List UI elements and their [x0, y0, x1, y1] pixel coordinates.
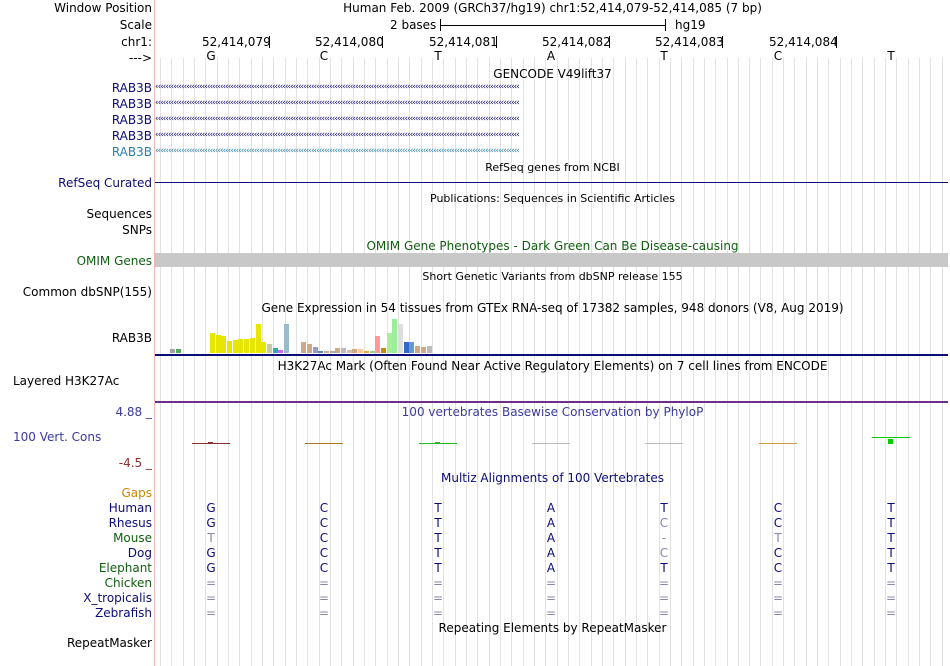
aligned-base: A	[546, 561, 556, 575]
aligned-base: C	[659, 546, 669, 560]
omim-track-label[interactable]: OMIM Genes	[76, 254, 152, 268]
gencode-transcript-4[interactable]: ‹‹‹‹‹‹‹‹‹‹‹‹‹‹‹‹‹‹‹‹‹‹‹‹‹‹‹‹‹‹‹‹‹‹‹‹‹‹‹‹‹‹‹‹‹‹‹‹‹‹‹‹‹‹‹‹‹‹‹‹‹‹‹‹‹‹‹‹‹‹‹‹‹‹‹‹‹‹‹‹‹‹‹‹‹‹‹‹‹‹‹‹‹‹‹‹‹‹‹‹‹‹‹‹‹‹‹‹‹‹‹‹‹‹‹‹‹‹‹‹‹‹‹‹‹‹‹‹‹‹‹‹‹‹‹‹‹‹‹‹	[155, 130, 519, 140]
aligned-base: T	[887, 531, 895, 545]
aligned-base: C	[319, 546, 329, 560]
gencode-transcript-5[interactable]: ‹‹‹‹‹‹‹‹‹‹‹‹‹‹‹‹‹‹‹‹‹‹‹‹‹‹‹‹‹‹‹‹‹‹‹‹‹‹‹‹‹‹‹‹‹‹‹‹‹‹‹‹‹‹‹‹‹‹‹‹‹‹‹‹‹‹‹‹‹‹‹‹‹‹‹‹‹‹‹‹‹‹‹‹‹‹‹‹‹‹‹‹‹‹‹‹‹‹‹‹‹‹‹‹‹‹‹‹‹‹‹‹‹‹‹‹‹‹‹‹‹‹‹‹‹‹‹‹‹‹‹‹‹‹‹‹‹‹‹‹	[155, 146, 519, 156]
phylop-ymax-label: 4.88 _	[115, 405, 152, 419]
gtex-tissue-bar[interactable]	[421, 347, 426, 353]
gtex-tissue-bar[interactable]	[307, 344, 312, 353]
coordinate-label: 52,414,080	[315, 35, 384, 49]
gtex-tissue-bar[interactable]	[427, 346, 432, 353]
species-label-zebrafish[interactable]: Zebrafish	[95, 606, 152, 620]
gencode-gene-label-3[interactable]: RAB3B	[111, 113, 152, 127]
aligned-base: -	[661, 531, 667, 545]
publications-track-title: Publications: Sequences in Scientific Articles	[430, 192, 675, 205]
aligned-base: T	[887, 516, 895, 530]
aligned-base: A	[546, 501, 556, 515]
coordinate-label: 52,414,082	[542, 35, 611, 49]
gtex-tissue-bar[interactable]	[176, 349, 181, 353]
aligned-base: C	[319, 516, 329, 530]
gtex-tissue-bar[interactable]	[381, 348, 386, 353]
chrom-label: chr1:	[121, 35, 152, 49]
aligned-base: T	[434, 501, 442, 515]
reference-base: C	[773, 49, 783, 63]
aligned-base: =	[432, 591, 444, 605]
species-label-elephant[interactable]: Elephant	[98, 561, 152, 575]
aligned-base: G	[206, 501, 216, 515]
track-label-column	[0, 0, 154, 666]
aligned-base: =	[318, 591, 330, 605]
species-label-dog[interactable]: Dog	[127, 546, 152, 560]
aligned-base: =	[545, 576, 557, 590]
gencode-transcript-2[interactable]: ‹‹‹‹‹‹‹‹‹‹‹‹‹‹‹‹‹‹‹‹‹‹‹‹‹‹‹‹‹‹‹‹‹‹‹‹‹‹‹‹‹‹‹‹‹‹‹‹‹‹‹‹‹‹‹‹‹‹‹‹‹‹‹‹‹‹‹‹‹‹‹‹‹‹‹‹‹‹‹‹‹‹‹‹‹‹‹‹‹‹‹‹‹‹‹‹‹‹‹‹‹‹‹‹‹‹‹‹‹‹‹‹‹‹‹‹‹‹‹‹‹‹‹‹‹‹‹‹‹‹‹‹‹‹‹‹‹‹‹‹	[155, 98, 519, 108]
scale-value: 2 bases	[390, 18, 437, 32]
reference-base: C	[319, 49, 329, 63]
aligned-base: C	[773, 501, 783, 515]
gtex-tissue-bar[interactable]	[261, 342, 266, 353]
aligned-base: T	[887, 501, 895, 515]
phylop-base-mark[interactable]	[759, 443, 797, 444]
aligned-base: T	[887, 546, 895, 560]
gencode-gene-label-1[interactable]: RAB3B	[111, 81, 152, 95]
phylop-ymin-label: -4.5 _	[118, 456, 152, 470]
aligned-base: =	[885, 606, 897, 620]
aligned-base: C	[773, 516, 783, 530]
h3k27ac-track-title: H3K27Ac Mark (Often Found Near Active Regulatory Elements) on 7 cell lines from ENCODE	[277, 359, 828, 373]
track-image-area[interactable]	[155, 0, 950, 666]
aligned-base: =	[318, 606, 330, 620]
scale-label: Scale	[119, 18, 152, 32]
gtex-tissue-bar[interactable]	[170, 349, 175, 353]
phylop-score-bar[interactable]	[208, 442, 213, 444]
refseq-transcript[interactable]	[155, 182, 948, 183]
coordinate-label: 52,414,084	[769, 35, 838, 49]
aligned-base: T	[887, 561, 895, 575]
phylop-track-label[interactable]: 100 Vert. Cons	[13, 430, 102, 444]
gtex-tissue-bar[interactable]	[278, 350, 283, 353]
gencode-gene-label-5[interactable]: RAB3B	[111, 145, 152, 159]
aligned-base: =	[545, 591, 557, 605]
gtex-tissue-bar[interactable]	[227, 341, 232, 353]
aligned-base: =	[658, 606, 670, 620]
aligned-base: =	[658, 576, 670, 590]
aligned-base: =	[885, 591, 897, 605]
gtex-tissue-bar[interactable]	[358, 349, 363, 353]
gtex-tissue-bar[interactable]	[415, 346, 420, 353]
aligned-base: C	[659, 516, 669, 530]
aligned-base: =	[205, 576, 217, 590]
aligned-base: A	[546, 546, 556, 560]
aligned-base: T	[434, 546, 442, 560]
publications-sequences-label[interactable]: Sequences	[86, 207, 152, 221]
aligned-base: =	[432, 606, 444, 620]
aligned-base: G	[206, 546, 216, 560]
repeatmasker-track-label[interactable]: RepeatMasker	[66, 636, 152, 650]
gtex-tissue-bar[interactable]	[375, 336, 380, 353]
gtex-tissue-bar[interactable]	[301, 342, 306, 353]
aligned-base: G	[206, 561, 216, 575]
aligned-base: =	[658, 591, 670, 605]
aligned-base: =	[318, 576, 330, 590]
aligned-base: =	[772, 606, 784, 620]
gtex-tissue-bar[interactable]	[398, 324, 403, 353]
phylop-score-bar[interactable]	[435, 442, 440, 444]
phylop-base-mark[interactable]	[872, 437, 910, 438]
phylop-base-mark[interactable]	[305, 443, 343, 444]
aligned-base: =	[205, 591, 217, 605]
reference-base: G	[206, 49, 216, 63]
aligned-base: A	[546, 531, 556, 545]
aligned-base: C	[319, 501, 329, 515]
gtex-tissue-bar[interactable]	[392, 319, 397, 353]
aligned-base: T	[434, 561, 442, 575]
aligned-base: C	[773, 561, 783, 575]
dbsnp-track-title: Short Genetic Variants from dbSNP release 155	[422, 270, 683, 283]
aligned-base: T	[774, 531, 782, 545]
gtex-track-title: Gene Expression in 54 tissues from GTEx RNA-seq of 17382 samples, 948 donors (V8, Aug 2019)	[261, 301, 844, 315]
gtex-tissue-bar[interactable]	[364, 351, 369, 353]
aligned-base: T	[207, 531, 215, 545]
aligned-base: =	[205, 606, 217, 620]
publications-snps-label[interactable]: SNPs	[122, 223, 152, 237]
gtex-tissue-bar[interactable]	[221, 336, 226, 353]
reference-base: A	[546, 49, 556, 63]
gtex-tissue-bar[interactable]	[324, 351, 329, 353]
omim-track-title: OMIM Gene Phenotypes - Dark Green Can Be Disease-causing	[366, 239, 739, 253]
species-label-human[interactable]: Human	[108, 501, 152, 515]
gtex-gene-line	[155, 354, 948, 356]
aligned-base: C	[773, 546, 783, 560]
gtex-track-label[interactable]: RAB3B	[111, 331, 152, 345]
gtex-tissue-bar[interactable]	[267, 344, 272, 353]
phylop-base-mark[interactable]	[645, 443, 683, 444]
multiz-track-title: Multiz Alignments of 100 Vertebrates	[440, 471, 665, 485]
gencode-track-title: GENCODE V49lift37	[493, 67, 612, 81]
refseq-track-label[interactable]: RefSeq Curated	[58, 176, 152, 190]
coordinate-label: 52,414,083	[655, 35, 724, 49]
gtex-tissue-bar[interactable]	[341, 348, 346, 353]
scale-assembly: hg19	[675, 18, 706, 32]
strand-label: --->	[128, 51, 152, 65]
gtex-tissue-bar[interactable]	[409, 342, 414, 353]
window-position-label: Window Position	[54, 1, 152, 15]
species-label-mouse[interactable]: Mouse	[113, 531, 152, 545]
aligned-base: =	[772, 576, 784, 590]
h3k27ac-signal-line	[155, 401, 948, 403]
reference-base: T	[660, 49, 668, 63]
gtex-tissue-bar[interactable]	[250, 338, 255, 353]
phylop-track-title: 100 vertebrates Basewise Conservation by PhyloP	[401, 405, 704, 419]
phylop-base-mark[interactable]	[532, 443, 570, 444]
aligned-base: T	[660, 501, 668, 515]
aligned-base: T	[434, 516, 442, 530]
species-label-x_tropicalis[interactable]: X_tropicalis	[83, 591, 152, 605]
aligned-base: T	[660, 561, 668, 575]
aligned-base: A	[546, 516, 556, 530]
multiz-gaps-label: Gaps	[121, 486, 152, 500]
gtex-tissue-bar[interactable]	[210, 333, 215, 353]
aligned-base: G	[206, 516, 216, 530]
gencode-transcript-1[interactable]: ‹‹‹‹‹‹‹‹‹‹‹‹‹‹‹‹‹‹‹‹‹‹‹‹‹‹‹‹‹‹‹‹‹‹‹‹‹‹‹‹‹‹‹‹‹‹‹‹‹‹‹‹‹‹‹‹‹‹‹‹‹‹‹‹‹‹‹‹‹‹‹‹‹‹‹‹‹‹‹‹‹‹‹‹‹‹‹‹‹‹‹‹‹‹‹‹‹‹‹‹‹‹‹‹‹‹‹‹‹‹‹‹‹‹‹‹‹‹‹‹‹‹‹‹‹‹‹‹‹‹‹‹‹‹‹‹‹‹‹‹	[155, 82, 519, 92]
h3k27ac-track-label[interactable]: Layered H3K27Ac	[13, 374, 120, 388]
aligned-base: C	[319, 531, 329, 545]
gtex-tissue-bar[interactable]	[318, 351, 323, 353]
species-label-chicken[interactable]: Chicken	[104, 576, 152, 590]
reference-base: T	[887, 49, 895, 63]
gencode-transcript-3[interactable]: ‹‹‹‹‹‹‹‹‹‹‹‹‹‹‹‹‹‹‹‹‹‹‹‹‹‹‹‹‹‹‹‹‹‹‹‹‹‹‹‹‹‹‹‹‹‹‹‹‹‹‹‹‹‹‹‹‹‹‹‹‹‹‹‹‹‹‹‹‹‹‹‹‹‹‹‹‹‹‹‹‹‹‹‹‹‹‹‹‹‹‹‹‹‹‹‹‹‹‹‹‹‹‹‹‹‹‹‹‹‹‹‹‹‹‹‹‹‹‹‹‹‹‹‹‹‹‹‹‹‹‹‹‹‹‹‹‹‹‹‹	[155, 114, 519, 124]
refseq-track-title: RefSeq genes from NCBI	[485, 161, 620, 174]
phylop-score-bar[interactable]	[888, 439, 893, 444]
coordinate-label: 52,414,079	[202, 35, 271, 49]
aligned-base: =	[772, 591, 784, 605]
gtex-tissue-bar[interactable]	[352, 349, 357, 353]
gencode-gene-label-2[interactable]: RAB3B	[111, 97, 152, 111]
dbsnp-track-label[interactable]: Common dbSNP(155)	[22, 285, 152, 299]
window-position-value: Human Feb. 2009 (GRCh37/hg19) chr1:52,414,079-52,414,085 (7 bp)	[343, 1, 762, 15]
aligned-base: =	[432, 576, 444, 590]
gtex-tissue-bar[interactable]	[244, 339, 249, 353]
gtex-tissue-bar[interactable]	[284, 324, 289, 353]
aligned-base: =	[885, 576, 897, 590]
repeatmasker-track-title: Repeating Elements by RepeatMasker	[438, 621, 667, 635]
gtex-tissue-bar[interactable]	[238, 339, 243, 353]
reference-base: T	[434, 49, 442, 63]
aligned-base: T	[434, 531, 442, 545]
coordinate-label: 52,414,081	[429, 35, 498, 49]
gencode-gene-label-4[interactable]: RAB3B	[111, 129, 152, 143]
gtex-tissue-bar[interactable]	[335, 348, 340, 353]
species-label-rhesus[interactable]: Rhesus	[108, 516, 152, 530]
aligned-base: =	[545, 606, 557, 620]
aligned-base: C	[319, 561, 329, 575]
omim-gene-bar[interactable]	[155, 253, 948, 267]
